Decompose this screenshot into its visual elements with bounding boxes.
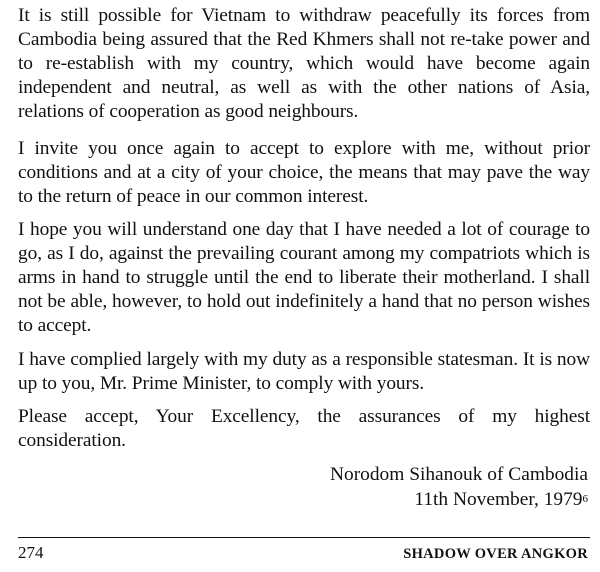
closing-paragraph: Please accept, Your Excellency, the assurances of my highest consideration. [18, 406, 590, 451]
signature-date-line [414, 488, 588, 512]
signature-name: Norodom Sihanouk of Cambodia [330, 464, 588, 485]
signature-date: 11th November, 1979 [414, 489, 583, 510]
footnote-marker: 6 [582, 493, 588, 505]
page-number: 274 [18, 543, 44, 562]
letter-paragraph: I invite you once again to accept to explore with me, without prior conditions and at a city of your choice, the means that may pave the way to the return of peace in our common interest. [18, 138, 590, 207]
letter-paragraph: It is still possible for Vietnam to withdraw peacefully its forces from Cambodia being assured that the Red Khmers shall not re-take power and to re-establish with my country, which would have become again independent and neutral, as well as with the other nations of Asia, relations of cooperation as good neighbours. [18, 5, 590, 122]
letter-paragraph: I hope you will understand one day that I have needed a lot of courage to go, as I do, against the prevailing courant among my compatriots which is arms in hand to struggle until the end to liberate their motherland. I shall not be able, however, to hold out indefinitely a hand that no person wishes to accept. [18, 219, 590, 336]
letter-paragraph: I have complied largely with my duty as a responsible statesman. It is now up to you, Mr. Prime Minister, to comply with yours. [18, 349, 590, 394]
footer-rule [18, 537, 590, 538]
running-head: SHADOW OVER ANGKOR [403, 546, 588, 562]
